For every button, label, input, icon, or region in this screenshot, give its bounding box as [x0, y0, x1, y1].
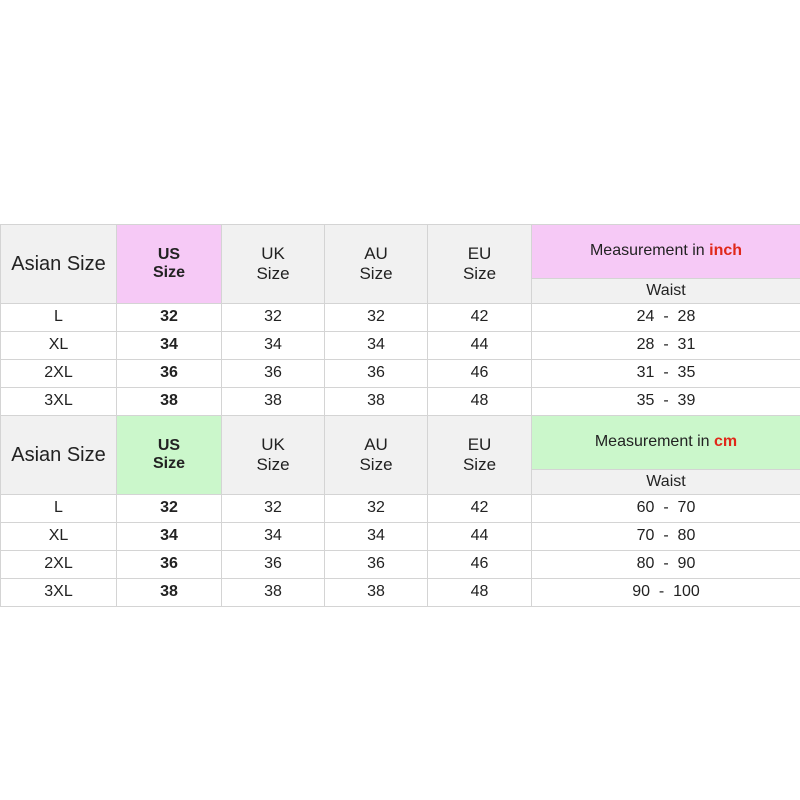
waist-header: Waist	[532, 470, 800, 495]
table-row	[1, 551, 800, 579]
eu-size-header-line2: Size	[462, 455, 497, 474]
measurement-prefix: Measurement in	[589, 242, 710, 260]
au-size-cell: 32	[325, 304, 428, 332]
au-size-header-line2: Size	[359, 264, 393, 283]
measurement-unit: inch	[709, 242, 743, 260]
us-size-header-line2: Size	[152, 455, 185, 472]
us-size-header	[117, 225, 222, 304]
table-row	[1, 523, 800, 551]
us-size-cell: 36	[117, 551, 222, 579]
waist-cell: 35 - 39	[532, 388, 800, 416]
us-size-header-line1: US	[157, 245, 181, 263]
uk-size-cell: 34	[222, 332, 325, 360]
table-row	[1, 495, 800, 523]
eu-size-cell: 42	[428, 495, 532, 523]
eu-size-header	[428, 416, 532, 495]
measurement-header	[532, 225, 800, 279]
measurement-prefix: Measurement in	[594, 433, 715, 451]
table-row	[1, 304, 800, 332]
asian-size-cell: 2XL	[1, 551, 117, 579]
au-size-cell: 32	[325, 495, 428, 523]
us-size-header-line1: US	[157, 436, 181, 454]
us-size-cell: 38	[117, 388, 222, 416]
us-size-cell: 38	[117, 579, 222, 607]
asian-size-cell: L	[1, 495, 117, 523]
uk-size-cell: 32	[222, 304, 325, 332]
waist-cell: 70 - 80	[532, 523, 800, 551]
uk-size-header	[222, 225, 325, 304]
uk-size-header-line1: UK	[261, 435, 285, 455]
us-size-header	[117, 416, 222, 495]
asian-size-header: Asian Size	[1, 416, 117, 495]
eu-size-header-line2: Size	[462, 264, 497, 283]
table-row	[1, 332, 800, 360]
us-size-cell: 32	[117, 304, 222, 332]
uk-size-cell: 34	[222, 523, 325, 551]
waist-cell: 28 - 31	[532, 332, 800, 360]
us-size-cell: 34	[117, 332, 222, 360]
eu-size-cell: 44	[428, 332, 532, 360]
us-size-cell: 32	[117, 495, 222, 523]
eu-size-header-line1: EU	[467, 244, 492, 264]
waist-cell: 90 - 100	[532, 579, 800, 607]
measurement-header	[532, 416, 800, 470]
table-row	[1, 388, 800, 416]
uk-size-cell: 38	[222, 388, 325, 416]
waist-header: Waist	[532, 279, 800, 304]
eu-size-cell: 46	[428, 551, 532, 579]
eu-size-header	[428, 225, 532, 304]
us-size-cell: 34	[117, 523, 222, 551]
eu-size-cell: 46	[428, 360, 532, 388]
us-size-header-line2: Size	[152, 264, 185, 281]
au-size-header-line2: Size	[359, 455, 393, 474]
waist-cell: 80 - 90	[532, 551, 800, 579]
au-size-header	[325, 416, 428, 495]
asian-size-cell: 3XL	[1, 388, 117, 416]
uk-size-cell: 36	[222, 360, 325, 388]
asian-size-header: Asian Size	[1, 225, 117, 304]
au-size-cell: 34	[325, 523, 428, 551]
size-chart-cm-table	[0, 415, 800, 607]
uk-size-cell: 36	[222, 551, 325, 579]
size-chart-inch-table	[0, 224, 800, 416]
eu-size-cell: 42	[428, 304, 532, 332]
asian-size-cell: XL	[1, 523, 117, 551]
uk-size-cell: 38	[222, 579, 325, 607]
eu-size-header-line1: EU	[467, 435, 492, 455]
eu-size-cell: 44	[428, 523, 532, 551]
asian-size-cell: 3XL	[1, 579, 117, 607]
uk-size-header	[222, 416, 325, 495]
table-row	[1, 360, 800, 388]
asian-size-cell: XL	[1, 332, 117, 360]
uk-size-cell: 32	[222, 495, 325, 523]
au-size-cell: 36	[325, 551, 428, 579]
waist-cell: 31 - 35	[532, 360, 800, 388]
au-size-cell: 34	[325, 332, 428, 360]
au-size-cell: 36	[325, 360, 428, 388]
au-size-header	[325, 225, 428, 304]
table-row	[1, 579, 800, 607]
uk-size-header-line2: Size	[256, 455, 290, 474]
waist-cell: 60 - 70	[532, 495, 800, 523]
measurement-unit: cm	[714, 433, 738, 451]
au-size-header-line1: AU	[364, 244, 388, 264]
waist-cell: 24 - 28	[532, 304, 800, 332]
asian-size-cell: 2XL	[1, 360, 117, 388]
uk-size-header-line2: Size	[256, 264, 290, 283]
us-size-cell: 36	[117, 360, 222, 388]
uk-size-header-line1: UK	[261, 244, 285, 264]
eu-size-cell: 48	[428, 579, 532, 607]
au-size-cell: 38	[325, 579, 428, 607]
au-size-header-line1: AU	[364, 435, 388, 455]
asian-size-cell: L	[1, 304, 117, 332]
eu-size-cell: 48	[428, 388, 532, 416]
au-size-cell: 38	[325, 388, 428, 416]
